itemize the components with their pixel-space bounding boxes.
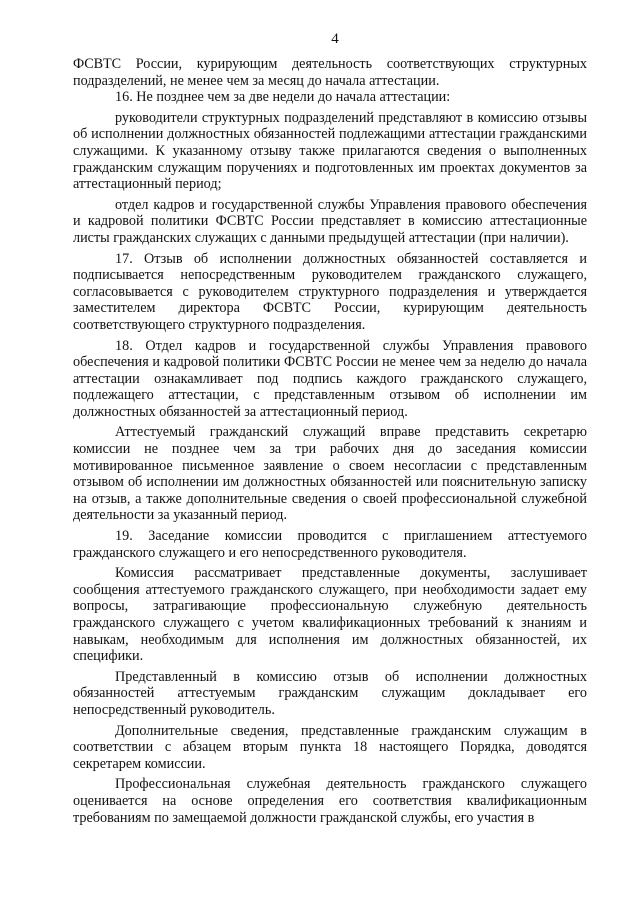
- paragraph-11: Дополнительные сведения, представленные гражданским служащим в соответствии с абзацем вторым пункта 18 настоящего Порядка, доводятся секретарем комиссии.: [73, 722, 587, 772]
- paragraph-2: 16. Не позднее чем за две недели до начала аттестации:: [115, 89, 451, 106]
- paragraph-12: Профессиональная служебная деятельность гражданского служащего оценивается на основе определения его соответствия квалификационным требованиям по замещаемой должности гражданской службы, его участия в: [73, 776, 587, 826]
- paragraph-6: 18. Отдел кадров и государственной службы Управления правового обеспечения и кадровой политики ФСВТС России не менее чем за неделю до начала аттестации ознакамливает под подпись каждого гражданского служащего, подлежащего аттестации, с представленным отзывом об исполнении им должностных обязанностей за аттестационный период.: [73, 337, 587, 420]
- paragraph-8: 19. Заседание комиссии проводится с приглашением аттестуемого гражданского служащего и его непосредственного руководителя.: [73, 528, 587, 561]
- paragraph-1: ФСВТС России, курирующим деятельность соответствующих структурных подразделений, не менее чем за месяц до начала аттестации.: [73, 56, 587, 89]
- paragraph-3: руководители структурных подразделений представляют в комиссию отзывы об исполнении должностных обязанностей подлежащими аттестации гражданскими служащими. К указанному отзыву также прилагаются сведения о выполненных гражданским служащим поручениях и подготовленных им проектах документов за аттестационный период;: [73, 109, 587, 193]
- paragraph-4: отдел кадров и государственной службы Управления правового обеспечения и кадровой политики ФСВТС России представляет в комиссию аттестационные листы гражданских служащих с данными предыдущей аттестации (при наличии).: [73, 196, 587, 246]
- paragraph-7: Аттестуемый гражданский служащий вправе представить секретарю комиссии не позднее чем за три рабочих дня до заседания комиссии мотивированное письменное заявление о своем несогласии с представленным отзывом об исполнении им должностных обязанностей или пояснительную записку на отзыв, а также дополнительные сведения о своей профессиональной служебной деятельности за указанный период.: [73, 424, 587, 524]
- paragraph-10: Представленный в комиссию отзыв об исполнении должностных обязанностей аттестуемым гражданским служащим докладывает его непосредственный руководитель.: [73, 668, 587, 718]
- paragraph-5: 17. Отзыв об исполнении должностных обязанностей составляется и подписывается непосредственным руководителем гражданского служащего, согласовывается с руководителем структурного подразделения и утверждается заместителем директора ФСВТС России, курирующим деятельность соответствующего структурного подразделения.: [73, 250, 587, 333]
- paragraph-9: Комиссия рассматривает представленные документы, заслушивает сообщения аттестуемого гражданского служащего, при необходимости задает ему вопросы, затрагивающие профессиональную служебную деятельность гражданского служащего с учетом квалификационных требований к знаниям и навыкам, необходимым для исполнения им должностных обязанностей, их специфики.: [73, 565, 587, 665]
- page-number: 4: [331, 31, 339, 47]
